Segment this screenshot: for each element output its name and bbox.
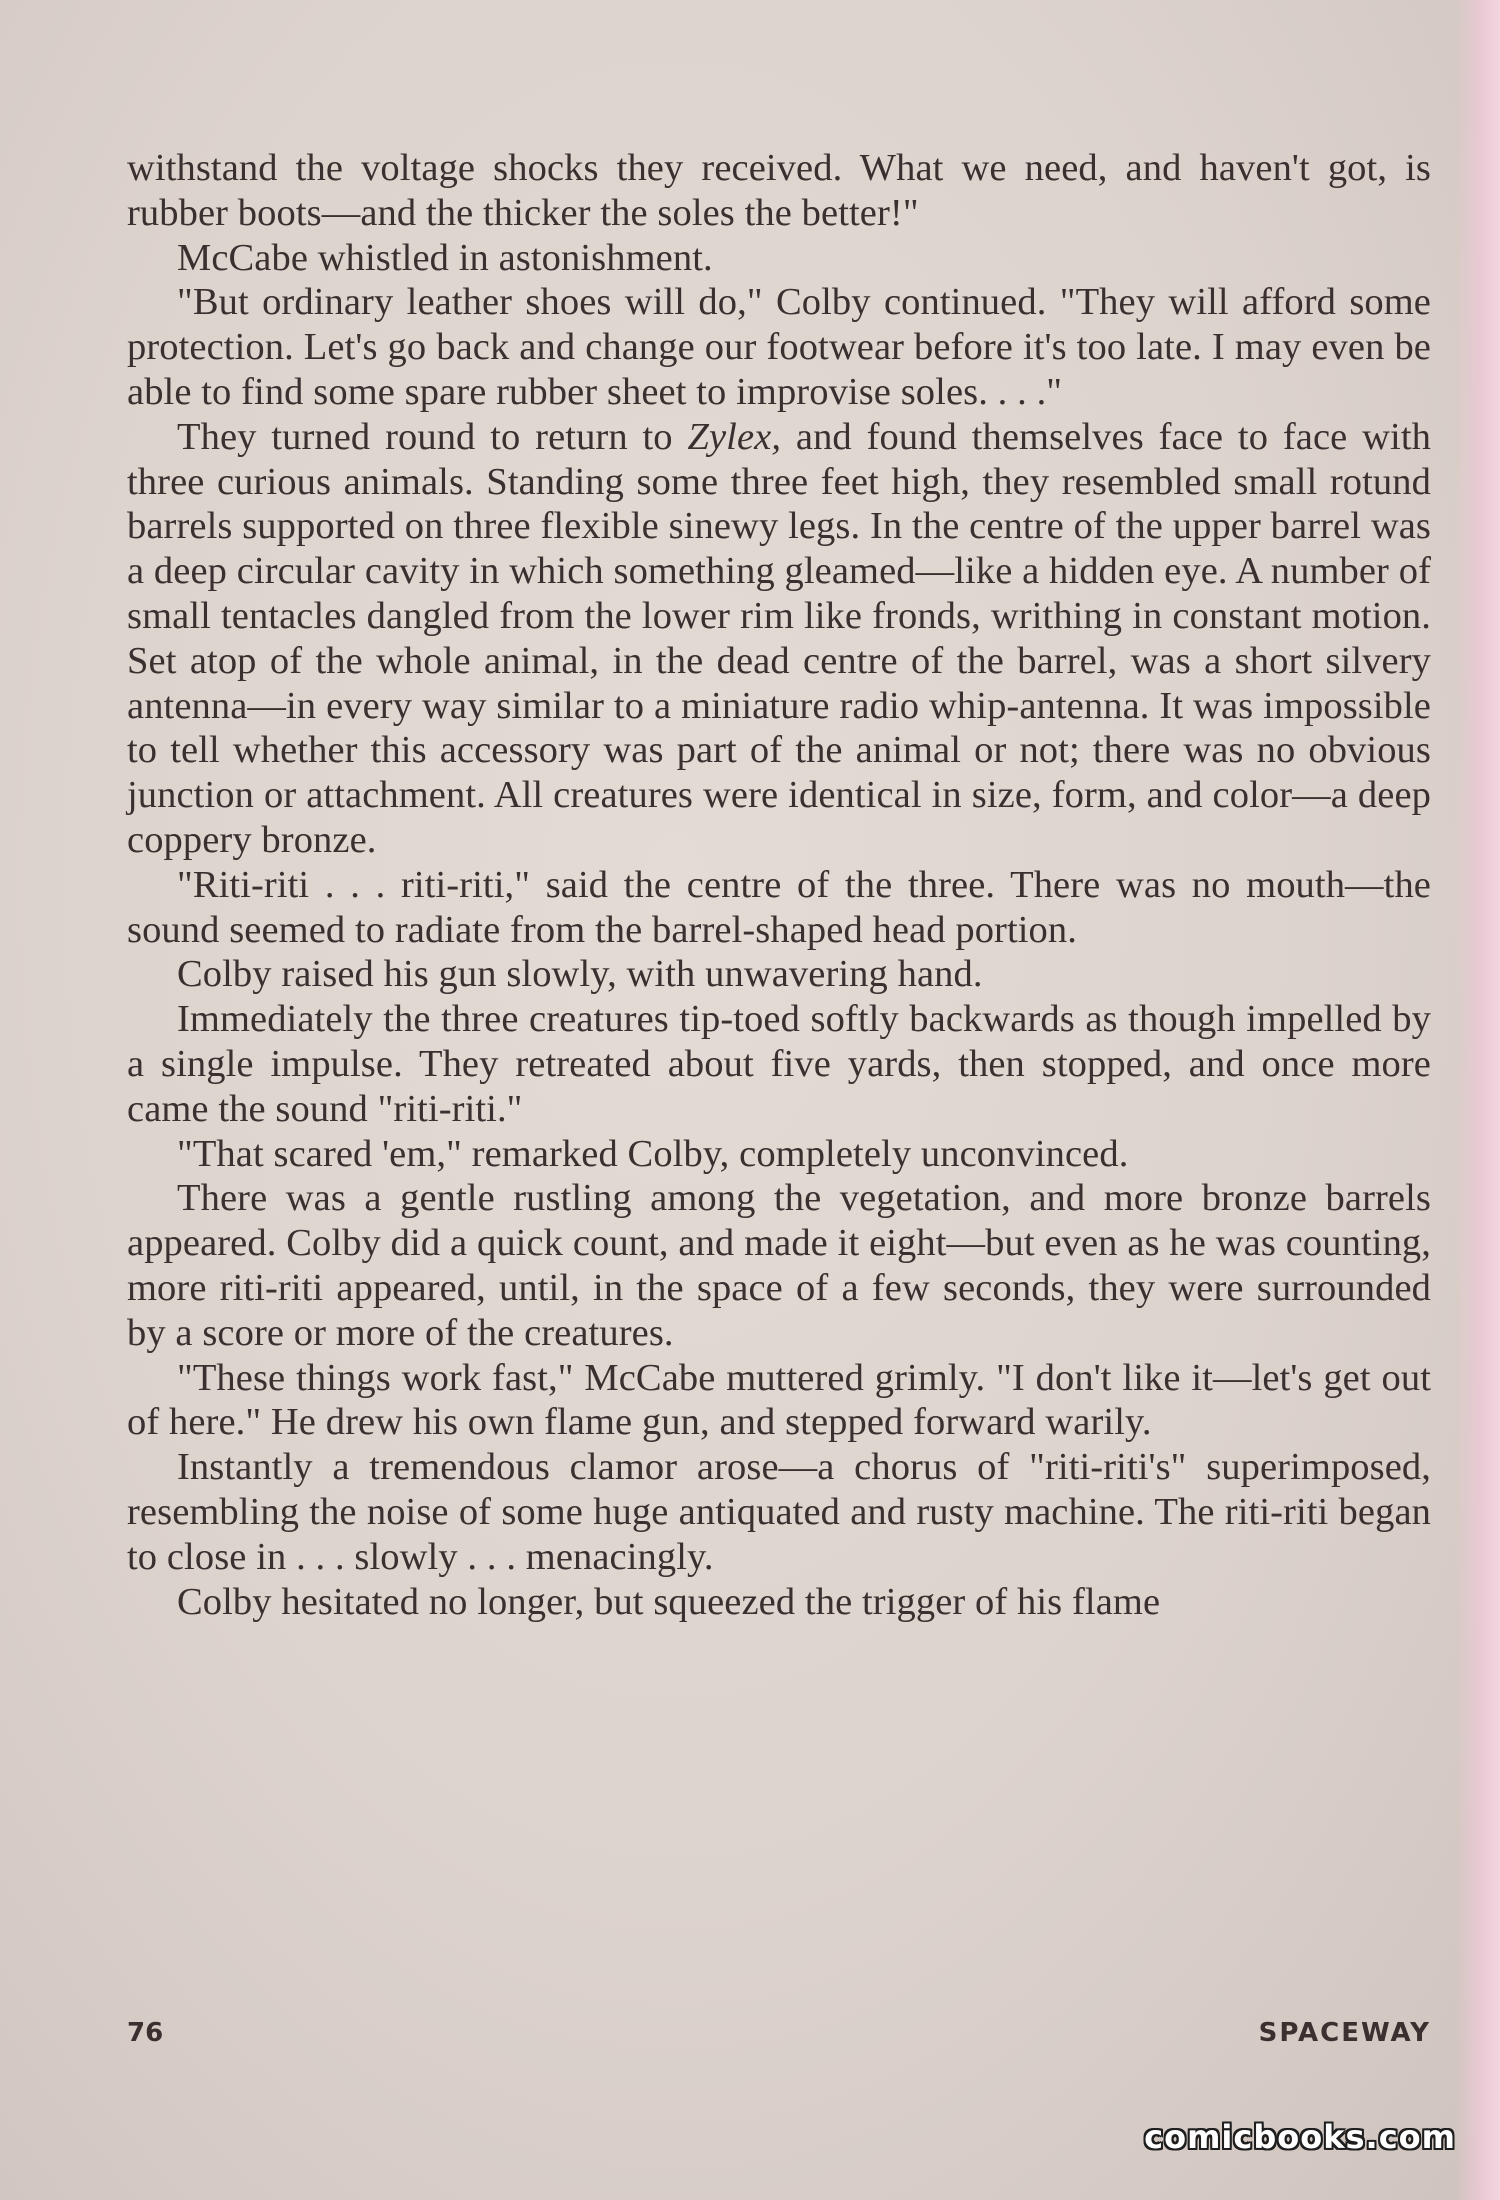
- paragraph-zylex: [127, 415, 1431, 863]
- page-edge-tint: [1456, 0, 1500, 2200]
- paragraph: "But ordinary leather shoes will do," Colby continued. "They will afford some protection. Let's go back and change our footwear before it's too late. I may even be able to find some spare rubber sheet to improvise soles. . . .": [127, 281, 1431, 413]
- magazine-title: SPACEWAY: [1258, 2018, 1431, 2048]
- ship-name: Zylex,: [687, 415, 782, 458]
- paragraph: "That scared 'em," remarked Colby, completely unconvinced.: [177, 1132, 1129, 1175]
- story-text: [127, 146, 1431, 1624]
- paragraph-text: They turned round to return to: [177, 415, 688, 458]
- paragraph: Instantly a tremendous clamor arose—a chorus of "riti-riti's" superimposed, resembling the noise of some huge antiquated and rusty machine. The riti-riti began to close in . . . slowly . . . menacingly.: [127, 1446, 1431, 1578]
- page-number: 76: [127, 2018, 164, 2048]
- paragraph: "Riti-riti . . . riti-riti," said the centre of the three. There was no mouth—the sound seemed to radiate from the barrel-shaped head portion.: [127, 863, 1431, 951]
- paragraph: Colby hesitated no longer, but squeezed the trigger of his flame: [177, 1580, 1161, 1623]
- paragraph: Immediately the three creatures tip-toed softly backwards as though impelled by a single impulse. They retreated about five yards, then stopped, and once more came the sound "riti-riti.": [127, 998, 1431, 1130]
- paragraph-text: and found themselves face to face with three curious animals. Standing some three feet high, they resembled small rotund barrels supported on three flexible sinewy legs. In the centre of the upper barrel was a deep circular cavity in which something gleamed—like a hidden eye. A number of small tentacles dangled from the lower rim like fronds, writhing in constant motion. Set atop of the whole animal, in the dead centre of the barrel, was a short silvery antenna—in every way similar to a miniature radio whip-antenna. It was impossible to tell whether this accessory was part of the animal or not; there was no obvious junction or attachment. All creatures were identical in size, form, and color—a deep coppery bronze.: [127, 415, 1431, 861]
- paragraph: "These things work fast," McCabe muttered grimly. "I don't like it—let's get out of here." He drew his own flame gun, and stepped forward warily.: [127, 1356, 1431, 1444]
- page-footer: [127, 2018, 1431, 2058]
- watermark-logo: comicbooks.com: [1144, 2118, 1456, 2156]
- paragraph: There was a gentle rustling among the vegetation, and more bronze barrels appeared. Colby did a quick count, and made it eight—but even as he was counting, more riti-riti appeared, until, in the space of a few seconds, they were surrounded by a score or more of the creatures.: [127, 1177, 1431, 1354]
- paragraph: McCabe whistled in astonishment.: [177, 236, 713, 279]
- paragraph: withstand the voltage shocks they received. What we need, and haven't got, is rubber boots—and the thicker the soles the better!": [127, 147, 1431, 234]
- paragraph: Colby raised his gun slowly, with unwavering hand.: [177, 953, 983, 996]
